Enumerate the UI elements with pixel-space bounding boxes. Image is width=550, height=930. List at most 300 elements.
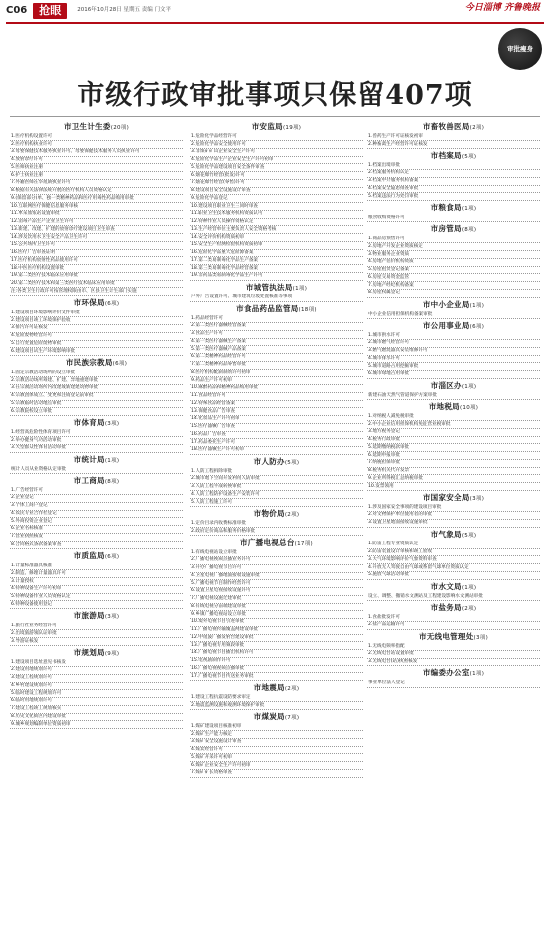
item-count: (1项) (469, 302, 485, 309)
approval-item: 8.合同格式条款备案审查 (10, 542, 183, 550)
department-name: 市城管执法局 (245, 282, 293, 292)
item-count: (6项) (112, 361, 128, 368)
approval-item: 3.母婴保健技术服务执业许可、母婴保健技术服务人员执业许可 (10, 149, 183, 157)
approval-item: 8.历史文化街区内建设审批 (10, 714, 183, 722)
approval-item: 7.外籍医师在华短期执业许可 (10, 180, 183, 188)
header-divider (6, 22, 544, 24)
approval-item: 16.广播电视视频点播审批 (190, 666, 363, 674)
approval-item: 4.第一类医疗器械生产备案 (190, 339, 363, 347)
approval-item: 1.固定宗教活动场所的设立审批 (10, 370, 183, 378)
approval-item: 3.导游证核发 (10, 638, 183, 646)
approval-item: 5.延期缴纳税款审批 (367, 444, 540, 452)
approval-item: 6.特种设备使用登记 (10, 601, 183, 609)
approval-item: 9.危险化学品登记 (190, 195, 363, 203)
approval-item: 19.第二类医疗技术临床应用审批 (10, 273, 183, 281)
approval-item: 20.第二类医疗技术和第三类医疗技术临床应用审批 (10, 281, 183, 289)
item-count: (1项) (104, 457, 120, 464)
department-title (367, 603, 540, 613)
item-count: (5项) (284, 459, 300, 466)
approval-item: 8.税务机关代开发票 (367, 468, 540, 476)
approval-item: 1.城市供水许可 (367, 332, 540, 340)
department-title (367, 122, 540, 132)
approval-item: 5.自行处置危险废物审批 (10, 341, 183, 349)
approval-item: 1.无线电频率指配 (367, 643, 540, 651)
approval-item: 6.临时用地规划许可 (10, 698, 183, 706)
approval-item: 9.药品生产许可初审 (190, 377, 363, 385)
department-title (190, 122, 363, 132)
approval-item: 1.计量标准器具核准 (10, 563, 183, 571)
department-name: 市质监局 (73, 551, 105, 561)
department-name: 市人防办 (253, 456, 285, 466)
approval-item: 2.危险化学品安全使用许可 (190, 141, 363, 149)
approval-item: 6.企业名称核准 (10, 526, 183, 534)
department-name: 市档案局 (430, 150, 462, 160)
approval-item: 1.有线电视站设立审批 (190, 549, 363, 557)
approval-item: 17.第二类易制毒化学品生产备案 (190, 257, 363, 265)
item-count: (1项) (461, 383, 477, 390)
approval-item: 7.广播电视设施迁建审批 (190, 596, 363, 604)
department-title (367, 321, 540, 331)
department-name: 市工商局 (73, 475, 105, 485)
approval-item: 2.房地产开发企业资质核定 (367, 243, 540, 251)
approval-item: 3.大型群众性体育活动审批 (10, 445, 183, 453)
approval-item: 4.宗教团体成立、变更和注销登记前审批 (10, 393, 183, 401)
page-header (0, 0, 550, 22)
approval-item: 4.税务行政审批 (367, 437, 540, 445)
approval-item: 3.开办广播电视节目许可 (190, 565, 363, 573)
department-section (10, 476, 183, 549)
approval-item: 7.第二类精神药品零售审批 (190, 362, 363, 370)
item-count: (6项) (104, 301, 120, 308)
headline: 市级行政审批事项只保留407项 (77, 80, 473, 111)
department-section (367, 381, 540, 400)
approval-item: 5.房屋租赁登记备案 (367, 267, 540, 275)
approval-item: 7.烟花爆竹经营(零售)许可 (190, 180, 363, 188)
approval-item: 4.房地产估价机构资质 (367, 259, 540, 267)
approval-item: 1.煤矿建设项目核准初审 (190, 723, 363, 731)
approval-item: 8.有线电视分前端建设审批 (190, 604, 363, 612)
approval-item: 2.广播电视视频点播业务许可 (190, 557, 363, 565)
approval-item: 13.广播电视专用频段审批 (190, 642, 363, 650)
approval-item: 8.根据有关法律法规开展的医疗机构人员资格认定 (10, 188, 183, 196)
approval-item: 8.建设项目安全设施设计审查 (190, 188, 363, 196)
approval-item: 5.施放气球活动审批 (367, 572, 540, 580)
approval-item: 15.医疗器械广告审查 (190, 424, 363, 432)
approval-item: 2.建设用地规划许可 (10, 667, 183, 675)
department-title (367, 381, 540, 391)
department-name: 市编委办公室 (422, 668, 470, 678)
approval-item: 6.宗教院校设立审批 (10, 408, 183, 416)
approval-item: 3.在宗教活动场所内改建或新建建筑物审批 (10, 385, 183, 393)
approval-item: 2.煤矿生产能力核定 (190, 731, 363, 739)
approval-item: 13.保健食品广告审查 (190, 408, 363, 416)
approval-item: 12.消毒产品生产企业卫生许可 (10, 219, 183, 227)
approval-item: 1.涉及国家安全事项的建设项目审批 (367, 504, 540, 512)
approval-item: 5.临时建设工程规划许可 (10, 690, 183, 698)
approval-item: 10.互联网医疗保健信息服务审核 (10, 203, 183, 211)
approval-item: 9.(保留部分)单、独一类精神药品和医疗用毒性药品购用审批 (10, 195, 183, 203)
approval-item: 1.建设项目环境影响评价文件审批 (10, 310, 183, 318)
approval-item: 2.企业登记 (10, 495, 183, 503)
approval-item: 7.营业执照核发 (10, 534, 183, 542)
approval-item: 14.涉及饮用水卫生安全产品卫生许可 (10, 234, 183, 242)
department-section (367, 203, 540, 222)
department-title (10, 455, 183, 465)
department-name: 市煤炭局 (253, 711, 285, 721)
department-section (190, 538, 363, 681)
column-middle (190, 120, 363, 780)
approval-item: 3.食品生产许可 (190, 331, 363, 339)
item-count: (6项) (469, 323, 485, 330)
approval-item: 18.第三类易制毒化学品经营备案 (190, 265, 363, 273)
department-section (190, 509, 363, 536)
department-section (367, 224, 540, 297)
approval-item: 2.宗教活动场所筹建、扩建、异地重建审批 (10, 377, 183, 385)
approval-item: 2.对文物保护单位使用者的审批 (367, 512, 540, 520)
item-count: (3项) (104, 614, 120, 621)
approval-item: 4.升放无人驾驶自由气球或系留气球单位资质认定 (367, 564, 540, 572)
approval-item: 2.制造、修理计量器具许可 (10, 570, 183, 578)
department-name: 市安监局 (251, 122, 283, 131)
department-name: 市物价局 (253, 508, 285, 518)
department-title (10, 611, 183, 621)
department-name: 市无线电管理处 (418, 631, 474, 641)
approval-item: 2.档案服务机构认定 (367, 170, 540, 178)
department-name: 市卫生计生委 (63, 122, 111, 131)
department-title (367, 300, 540, 310)
approval-item: 中小企业信用担保机构备案审批 (367, 311, 540, 319)
approval-item: 5.人防工程施工许可 (190, 499, 363, 507)
department-title (367, 151, 540, 161)
approval-item: 事业单位法人登记 (367, 680, 540, 688)
approval-item: 6.房屋交易资金监管 (367, 274, 540, 282)
department-title (190, 712, 363, 722)
approval-item: 2.无线电台站设置审批 (367, 651, 540, 659)
approval-item: 7.纳税担保审批 (367, 460, 540, 468)
approval-item: 6.第二类精神药品经营许可 (190, 354, 363, 362)
approval-item: 1.建设项目选址意见书核发 (10, 659, 183, 667)
item-count: (8项) (104, 478, 120, 485)
approval-item: 6.建设项目试生产环境影响审批 (10, 348, 183, 356)
approval-item: 14.广播电视节目播出机构许可 (190, 650, 363, 658)
approval-item: 5.外商投资企业登记 (10, 518, 183, 526)
item-count: (10项) (459, 404, 479, 411)
department-name: 市淄区办 (430, 380, 462, 390)
approval-item: 3.档案中介服务机构备案 (367, 178, 540, 186)
approval-item: 13.生产经营单位主要负责人安全资格考核 (190, 226, 363, 234)
department-title (367, 203, 540, 213)
approval-item: 粮食收购资格许可 (367, 215, 540, 223)
approval-item: 2.种畜禽生产经营许可证核发 (367, 141, 540, 149)
department-title (367, 668, 540, 678)
department-title (367, 582, 540, 592)
approval-item: 4.农民专业合作社登记 (10, 511, 183, 519)
department-name: 市房管局 (430, 224, 462, 234)
approval-item: 6.煤矿企业安全生产许可初审 (190, 762, 363, 770)
approval-item: 7.房地产经纪机构备案 (367, 282, 540, 290)
department-name: 市广播电视总台 (240, 537, 295, 547)
approval-item: 5.城市道路占用挖掘审批 (367, 363, 540, 371)
department-name: 市统计局 (73, 454, 105, 464)
column-right (367, 120, 540, 690)
approval-item: 9.企业所得税汇总纳税审批 (367, 475, 540, 483)
department-title (190, 283, 363, 293)
department-name: 市食品药品监管局 (236, 303, 299, 313)
approval-item: 2.防雷装置设计审核和竣工验收 (367, 549, 540, 557)
approval-item: 6.烟花爆竹经营(批发)许可 (190, 172, 363, 180)
approval-item: 4.卫星电视广播地面接收设施审批 (190, 573, 363, 581)
approval-item: 4.煤炭经营许可 (190, 747, 363, 755)
approval-item: 户外广告设置许可、城市建筑垃圾处置核准等事项 (190, 294, 363, 302)
approval-item: 1.商品房预售许可 (367, 236, 540, 244)
headline-divider (10, 116, 540, 117)
item-count: (2项) (469, 125, 485, 131)
approval-item: 2.城市燃气经营许可 (367, 340, 540, 348)
department-name: 市中小企业局 (422, 299, 470, 309)
approval-item: 4.危险废物经营许可 (10, 333, 183, 341)
approval-item: 17.广播电视节目传送业务审批 (190, 673, 363, 681)
department-name: 市规划局 (73, 647, 105, 657)
department-title (10, 358, 183, 368)
approval-item: 3.非煤矿矿山企业安全生产许可 (190, 149, 363, 157)
column-left (10, 120, 183, 731)
approval-item: 1.定价目录内收费标准审批 (190, 520, 363, 528)
item-count: (3项) (104, 421, 120, 428)
approval-item: 新建石油天然气管道保护方案审批 (367, 392, 540, 400)
item-count: (1项) (469, 671, 485, 678)
department-name: 市盐务局 (430, 602, 462, 612)
department-title (10, 648, 183, 658)
approval-item: 2.举办健身气功活动审批 (10, 437, 183, 445)
approval-item: 6.城市绿地占用审批 (367, 371, 540, 379)
approval-item: 17.医疗机构放射性药品使用许可 (10, 257, 183, 265)
approval-item: 16.药品广告审查 (190, 432, 363, 440)
department-section (367, 321, 540, 379)
department-title (367, 632, 540, 642)
approval-item: 2.城市地下空间开发利用人防审批 (190, 476, 363, 484)
approval-item: 1.建设工程抗震设防要求审定 (190, 694, 363, 702)
page-number: C06 (6, 5, 28, 17)
approval-item: 5.危险化学品建设项目安全条件审查 (190, 164, 363, 172)
approval-item: 5.档案违法行为处罚审批 (367, 193, 540, 201)
item-count: (7项) (284, 714, 300, 721)
approval-item: 14.化妆品生产许可初审 (190, 416, 363, 424)
dateline: 2016年10月28日 星期五 责编 门文平 (77, 7, 172, 14)
department-section (367, 530, 540, 580)
department-section (367, 668, 540, 687)
item-count: (17项) (294, 540, 313, 547)
department-title (367, 402, 540, 412)
column-badge: 审批瘦身 (498, 28, 542, 70)
department-section (367, 300, 540, 319)
department-section (10, 648, 183, 729)
approval-item: 1.防雷工程专业资质认定 (367, 541, 540, 549)
department-name: 市粮食局 (430, 203, 462, 213)
approval-item: 7.煤矿矿长资格审查 (190, 770, 363, 778)
approval-item: 2.政府定价商品和服务价格审批 (190, 528, 363, 536)
approval-item: 3.大气环境影响评价气象资料审查 (367, 556, 540, 564)
department-title (190, 509, 363, 519)
department-name: 市公用事业局 (422, 320, 470, 330)
department-title (190, 457, 363, 467)
department-title (190, 538, 363, 548)
item-count: (5项) (461, 532, 477, 539)
approval-item: 15.公共场所卫生许可 (10, 242, 183, 250)
item-count: (3项) (469, 495, 485, 502)
item-count: (19项) (282, 125, 302, 131)
approval-item: 12.特种作业人员操作资格认定 (190, 219, 363, 227)
item-count: (1项) (461, 206, 477, 213)
department-section (367, 582, 540, 601)
approval-item: 15.安全生产检测检验机构资质初审 (190, 242, 363, 250)
approval-item: 3.计量授权 (10, 578, 183, 586)
department-name: 市畜牧兽医局 (422, 122, 470, 131)
approval-item: 3.地方税务登记 (367, 429, 540, 437)
department-name: 市环保局 (73, 298, 105, 308)
approval-item: 3.煤矿安全设施设计审查 (190, 739, 363, 747)
section-name: 抢眼 (33, 3, 67, 20)
department-name: 市国家安全局 (422, 492, 470, 502)
department-title (190, 683, 363, 693)
approval-item: 5.宗教临时活动地点审批 (10, 401, 183, 409)
approval-item: 注:各类卫生行政许可按管理权限由市、区县卫生计生部门实施 (10, 288, 183, 296)
item-count: (2项) (284, 511, 300, 518)
department-title (10, 476, 183, 486)
approval-item: 1.档案出境审批 (367, 162, 540, 170)
approval-item: 10.麻醉药品和精神药品购用审批 (190, 385, 363, 393)
approval-item: 1.兽药生产许可证核发初审 (367, 133, 540, 141)
approval-item: 4.特种设备生产许可初审 (10, 586, 183, 594)
item-count: (1项) (292, 285, 308, 292)
approval-item: 3.物业服务企业资质 (367, 251, 540, 259)
approval-item: 10.建设项目职业卫生三同时审查 (190, 203, 363, 211)
department-section (190, 304, 363, 455)
approval-item: 2.盐产品运输许可 (367, 622, 540, 630)
approval-item: 1.旅行社业务经营许可 (10, 623, 183, 631)
item-count: (18项) (298, 306, 317, 313)
item-count: (3项) (473, 634, 489, 641)
department-section (367, 493, 540, 528)
department-title (367, 530, 540, 540)
approval-item: 11.食品经营许可 (190, 393, 363, 401)
approval-item: 4.城市排水许可 (367, 356, 540, 364)
department-name: 市旅游局 (73, 611, 105, 621)
item-count: (20项) (110, 125, 130, 131)
department-name: 市地震局 (253, 683, 285, 693)
department-section (10, 455, 183, 474)
approval-item: 2.建设项目竣工环境保护验收 (10, 317, 183, 325)
item-count: (8项) (461, 227, 477, 234)
department-section (367, 122, 540, 149)
department-section (190, 283, 363, 302)
approval-item: 1.经营高危险性体育项目许可 (10, 429, 183, 437)
approval-item: 1.人防工程拆除审批 (190, 468, 363, 476)
approval-item: 10.发票领用 (367, 483, 540, 491)
approval-item: 1.对纳税人减免税审批 (367, 413, 540, 421)
approval-item: 11.职业卫生技术服务机构资质认可 (190, 211, 363, 219)
approval-item: 3.个体工商户登记 (10, 503, 183, 511)
item-count: (5项) (461, 153, 477, 160)
department-section (367, 151, 540, 201)
department-section (367, 632, 540, 667)
department-name: 市体育局 (73, 418, 105, 428)
approval-item: 7.建设工程竣工规划核实 (10, 706, 183, 714)
department-name: 市民族宗教局 (65, 358, 113, 368)
approval-item: 2.医疗机构执业许可 (10, 141, 183, 149)
approval-item: 6.延期申报审批 (367, 452, 540, 460)
approval-item: 19.非药品类易制毒化学品生产许可 (190, 273, 363, 281)
department-name: 市地税局 (428, 401, 460, 411)
approval-item: 6.设置卫星电视接收设施许可 (190, 588, 363, 596)
approval-item: 3.排污许可证核发 (10, 325, 183, 333)
approval-item: 5.第一类医疗器械产品备案 (190, 346, 363, 354)
department-name: 市水文局 (430, 581, 462, 591)
approval-item: 3.设置卫星地面接收设施审批 (367, 520, 540, 528)
item-count: (1项) (461, 584, 477, 591)
item-count: (9项) (104, 650, 120, 657)
approval-item: 16.危险化学品重大危险源备案 (190, 250, 363, 258)
approval-item: 1.广告经营许可 (10, 487, 183, 495)
approval-item: 5.煤矿开采许可初审 (190, 754, 363, 762)
department-section (367, 603, 540, 630)
department-title (367, 493, 540, 503)
approval-item: 9.城乡规划编制单位资质初审 (10, 721, 183, 729)
approval-item: 16.医疗广告审查证明 (10, 250, 183, 258)
approval-item: 10.境外电视节目引进审批 (190, 619, 363, 627)
approval-item: 1.药品经营许可 (190, 315, 363, 323)
department-title (10, 298, 183, 308)
approval-item: 15.电视剧制作许可 (190, 658, 363, 666)
department-section (367, 402, 540, 491)
approval-item: 3.无线电台(站)执照核发 (367, 659, 540, 667)
approval-item: 1.医疗机构设置许可 (10, 133, 183, 141)
department-title (10, 418, 183, 428)
approval-item: 17.药品委托生产许可 (190, 439, 363, 447)
approval-item: 11.广播电视传输覆盖网建设审批 (190, 627, 363, 635)
approval-item: 4.放射诊疗许可 (10, 157, 183, 165)
approval-item: 14.安全评价机构资质初审 (190, 234, 363, 242)
approval-item: 设立、调整、撤销水文测站及工程建设影响水文测站审批 (367, 593, 540, 601)
department-section (10, 418, 183, 453)
department-title (190, 304, 363, 314)
approval-item: 18.医疗器械生产许可初审 (190, 447, 363, 455)
approval-item: 3.人防工程平战转换审批 (190, 484, 363, 492)
approval-item: 2.地震监测设施和观测环境保护审批 (190, 702, 363, 710)
brand-logo: 今日淄博 齐鲁晚报 (464, 3, 540, 13)
department-title (10, 122, 183, 132)
department-section (190, 683, 363, 710)
department-section (10, 358, 183, 416)
approval-item: 1.危险化学品经营许可 (190, 133, 363, 141)
approval-item: 5.特种设备作业人员资格认定 (10, 594, 183, 602)
approval-item: 9.乡镇广播电视站设立审批 (190, 611, 363, 619)
approval-item: 5.广播电视节目制作经营许可 (190, 580, 363, 588)
item-count: (2项) (284, 686, 300, 693)
approval-item: 统计人员从业资格认定审批 (10, 466, 183, 474)
approval-item: 1.食盐批发许可 (367, 614, 540, 622)
department-title (10, 551, 183, 561)
department-section (190, 457, 363, 507)
approval-item: 11.单采血浆站设置审批 (10, 211, 183, 219)
department-section (10, 122, 183, 296)
approval-item: 2.第二类医疗器械经营备案 (190, 323, 363, 331)
approval-item: 4.危险化学品生产企业安全生产许可初审 (190, 157, 363, 165)
approval-item: 8.房屋权属登记 (367, 290, 540, 298)
approval-item: 4.人防工程防护设备生产安装许可 (190, 491, 363, 499)
approval-item: 12.特殊食品经营备案 (190, 401, 363, 409)
approval-item: 6.护士执业注册 (10, 172, 183, 180)
department-section (10, 298, 183, 356)
